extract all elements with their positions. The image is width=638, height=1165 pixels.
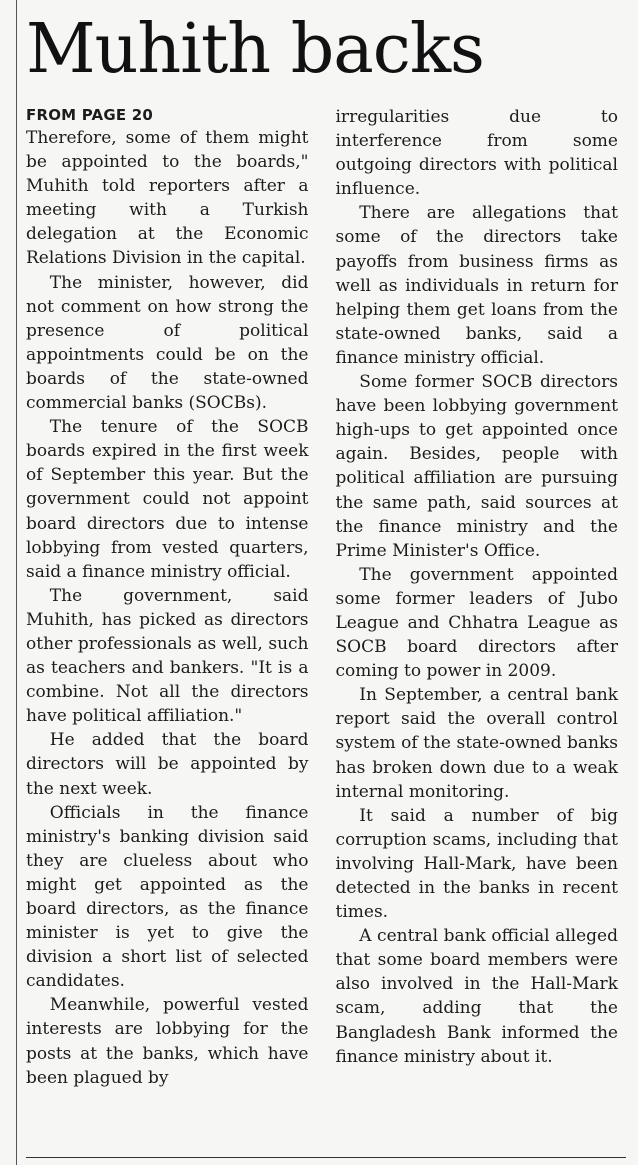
paragraph: The government appointed some former leaders of Jubo League and Chhatra League as SOCB board directors after coming to power in 2009. <box>335 564 618 682</box>
paragraph: He added that the board directors will be appointed by the next week. <box>26 730 309 799</box>
paragraph: Therefore, some of them might be appointed to the boards," Muhith told reporters after a meeting with a Turkish delegation at the Economic Relations Division in the capital. <box>26 128 309 269</box>
paragraph: It said a number of big corruption scams, including that involving Hall-Mark, have been detected in the banks in recent times. <box>335 805 618 923</box>
paragraph: In September, a central bank report said the overall control system of the state-owned banks has broken down due to a weak internal monitoring. <box>335 685 618 802</box>
paragraph: A central bank official alleged that some board members were also involved in the Hall-Mark scam, adding that the Bangladesh Bank informed the finance ministry about it. <box>335 926 618 1067</box>
bottom-rule <box>26 1157 626 1158</box>
paragraph: The minister, however, did not comment on how strong the presence of political appointments could be on the boards of the state-owned commercial banks (SOCBs). <box>26 272 309 414</box>
headline: Muhith backs <box>26 10 484 89</box>
article-body <box>26 105 618 1155</box>
paragraph: The tenure of the SOCB boards expired in the first week of September this year. But the government could not appoint board directors due to intense lobbying from vested quarters, said a finance ministry official. <box>26 417 309 582</box>
left-column-rule <box>16 0 17 1165</box>
paragraph: The government, said Muhith, has picked as directors other professionals as well, such as teachers and bankers. "It is a combine. Not all the directors have political affiliation." <box>26 585 309 727</box>
right-column <box>336 105 619 1155</box>
paragraph: Meanwhile, powerful vested interests are lobbying for the posts at the banks, which have been plagued by <box>26 995 309 1088</box>
paragraph: There are allegations that some of the directors take payoffs from business firms as well as individuals in return for helping them get loans from the state-owned banks, said a finance ministry official. <box>335 203 618 368</box>
paragraph: Officials in the finance ministry's banking division said they are clueless about who might get appointed as the board directors, as the finance minister is yet to give the division a short list of selected candidates. <box>26 802 309 992</box>
paragraph: Some former SOCB directors have been lobbying government high-ups to get appointed once again. Besides, people with political affiliation are pursuing the same path, said sources at the finance ministry and the Prime Minister's Office. <box>335 372 618 561</box>
continuation-kicker: FROM PAGE 20 <box>26 106 153 124</box>
paragraph: irregularities due to interference from some outgoing directors with political influence. <box>335 107 618 200</box>
left-column <box>26 105 309 1155</box>
